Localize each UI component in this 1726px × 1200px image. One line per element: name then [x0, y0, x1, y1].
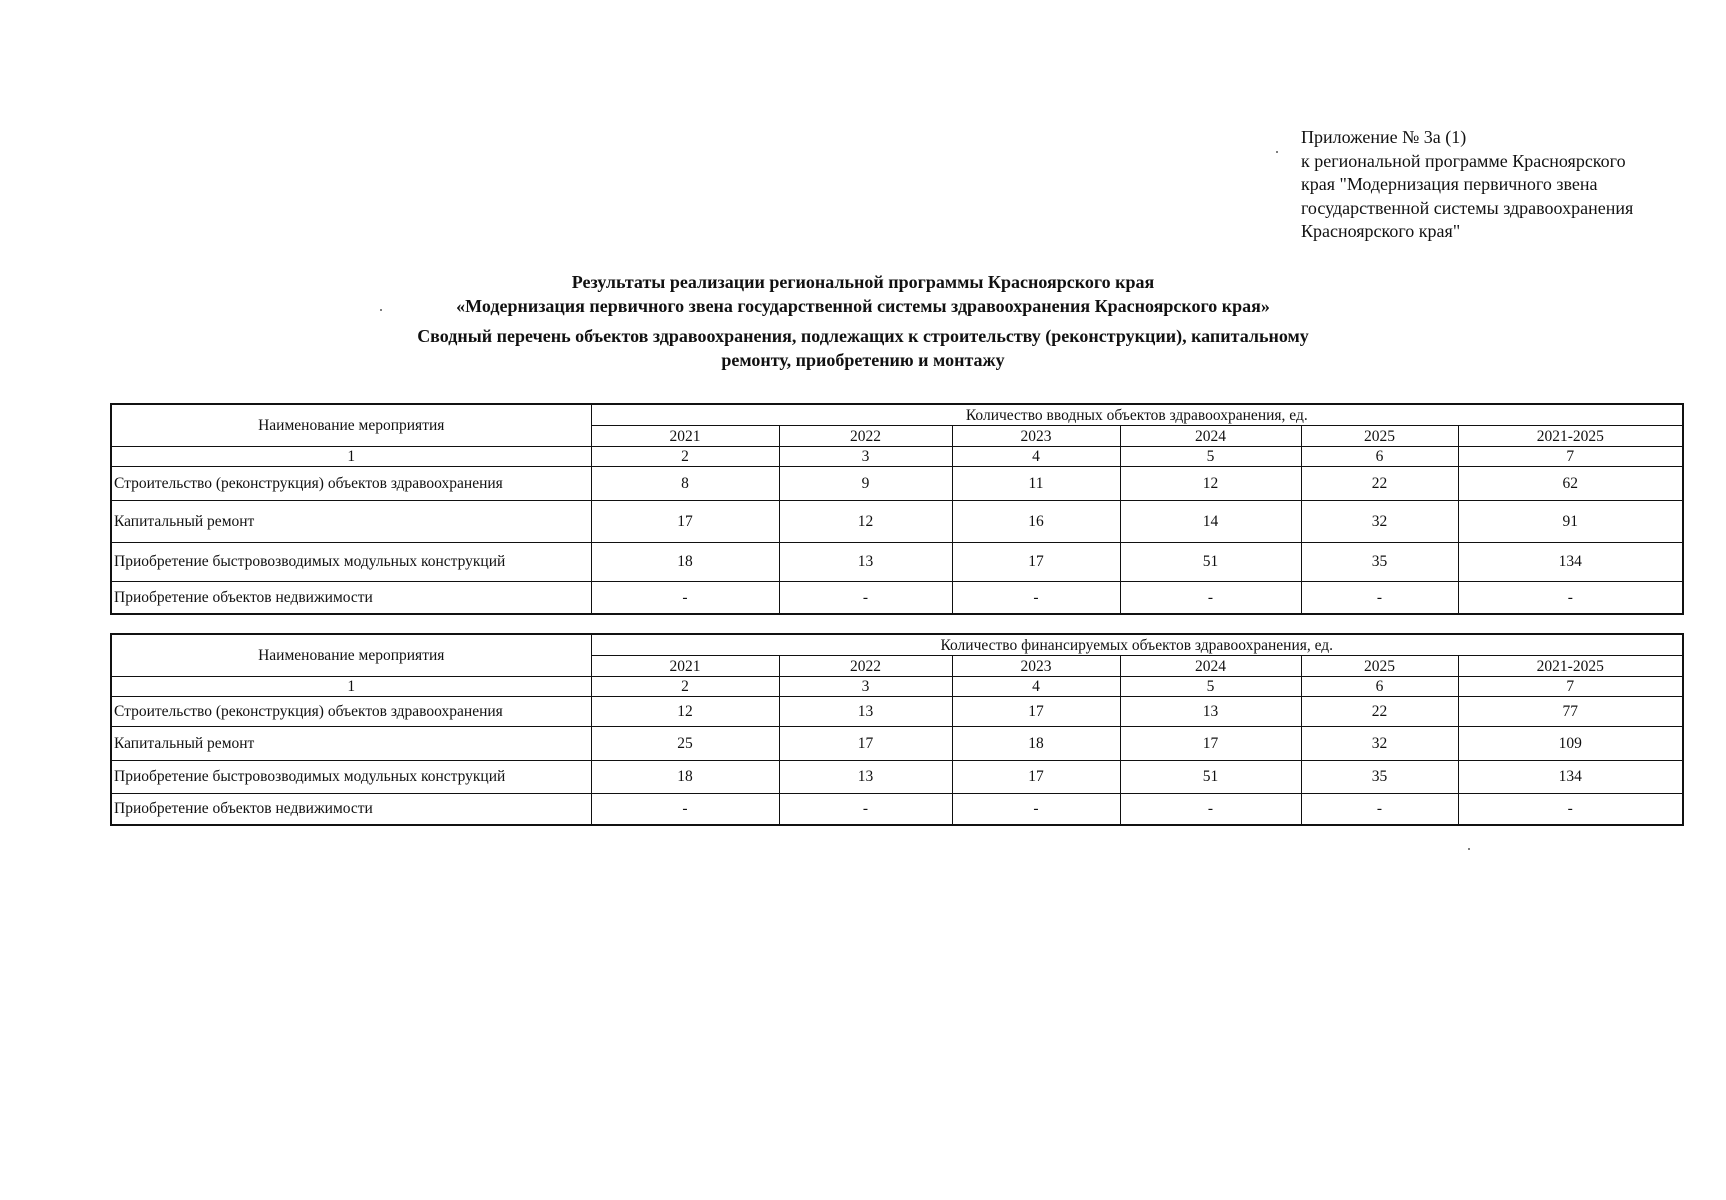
group-header: Количество финансируемых объектов здравоохранения, ед.: [591, 634, 1683, 656]
cell-value: 32: [1301, 501, 1458, 543]
year-header: 2021-2025: [1458, 656, 1683, 677]
column-number: 4: [952, 447, 1120, 467]
column-number: 7: [1458, 447, 1683, 467]
document-title: [0, 270, 1726, 318]
commissioned-objects-table: [110, 403, 1684, 615]
cell-value: 17: [591, 501, 779, 543]
cell-value: 77: [1458, 697, 1683, 727]
row-name: Приобретение объектов недвижимости: [111, 794, 591, 826]
cell-value: 35: [1301, 761, 1458, 794]
cell-value: -: [591, 794, 779, 826]
cell-value: 25: [591, 727, 779, 761]
column-number: 1: [111, 677, 591, 697]
group-header: Количество вводных объектов здравоохранения, ед.: [591, 404, 1683, 426]
table-row: [111, 761, 1683, 794]
cell-value: -: [1120, 582, 1301, 615]
column-number: 2: [591, 677, 779, 697]
year-header: 2022: [779, 426, 952, 447]
cell-value: -: [779, 794, 952, 826]
appendix-line: Красноярского края": [1301, 221, 1461, 241]
column-number: 4: [952, 677, 1120, 697]
cell-value: 134: [1458, 543, 1683, 582]
cell-value: 109: [1458, 727, 1683, 761]
table-row: [111, 582, 1683, 615]
cell-value: 17: [1120, 727, 1301, 761]
cell-value: 22: [1301, 697, 1458, 727]
name-column-header: Наименование мероприятия: [111, 404, 591, 447]
row-name: Капитальный ремонт: [111, 727, 591, 761]
cell-value: -: [591, 582, 779, 615]
cell-value: 17: [952, 543, 1120, 582]
cell-value: 12: [779, 501, 952, 543]
year-header: 2025: [1301, 656, 1458, 677]
cell-value: 8: [591, 467, 779, 501]
name-column-header: Наименование мероприятия: [111, 634, 591, 677]
cell-value: 12: [1120, 467, 1301, 501]
row-name: Строительство (реконструкция) объектов здравоохранения: [111, 697, 591, 727]
year-header: 2023: [952, 656, 1120, 677]
cell-value: 13: [779, 697, 952, 727]
title-line: Результаты реализации региональной программы Красноярского края: [571, 272, 1155, 292]
cell-value: -: [952, 582, 1120, 615]
cell-value: 17: [952, 697, 1120, 727]
row-name: Приобретение быстровозводимых модульных конструкций: [111, 543, 591, 582]
cell-value: 11: [952, 467, 1120, 501]
appendix-line: Приложение № 3а (1): [1301, 127, 1467, 147]
cell-value: 18: [591, 761, 779, 794]
column-number: 3: [779, 677, 952, 697]
cell-value: 17: [779, 727, 952, 761]
subtitle-line: ремонту, приобретению и монтажу: [721, 350, 1005, 370]
table-row: [111, 697, 1683, 727]
column-number: 6: [1301, 677, 1458, 697]
year-header: 2024: [1120, 656, 1301, 677]
scan-speck: [380, 309, 382, 311]
scan-speck: [1276, 151, 1278, 153]
cell-value: 13: [779, 761, 952, 794]
title-line: «Модернизация первичного звена государственной системы здравоохранения Красноярского края»: [456, 296, 1270, 316]
cell-value: 91: [1458, 501, 1683, 543]
column-number: 6: [1301, 447, 1458, 467]
column-number-row: [111, 447, 1683, 467]
cell-value: 51: [1120, 543, 1301, 582]
year-header: 2021: [591, 656, 779, 677]
appendix-line: к региональной программе Красноярского: [1301, 150, 1626, 171]
cell-value: 51: [1120, 761, 1301, 794]
cell-value: 32: [1301, 727, 1458, 761]
year-header: 2021: [591, 426, 779, 447]
cell-value: -: [779, 582, 952, 615]
cell-value: 16: [952, 501, 1120, 543]
column-number: 3: [779, 447, 952, 467]
cell-value: -: [1120, 794, 1301, 826]
cell-value: 62: [1458, 467, 1683, 501]
cell-value: 35: [1301, 543, 1458, 582]
column-number: 5: [1120, 447, 1301, 467]
cell-value: -: [1458, 794, 1683, 826]
cell-value: 17: [952, 761, 1120, 794]
cell-value: 18: [591, 543, 779, 582]
scan-speck: [1468, 848, 1470, 850]
column-number: 1: [111, 447, 591, 467]
row-name: Приобретение объектов недвижимости: [111, 582, 591, 615]
cell-value: -: [1301, 794, 1458, 826]
cell-value: 13: [779, 543, 952, 582]
cell-value: 22: [1301, 467, 1458, 501]
year-header: 2024: [1120, 426, 1301, 447]
year-header: 2022: [779, 656, 952, 677]
financed-objects-table: [110, 633, 1684, 826]
appendix-line: государственной системы здравоохранения: [1301, 197, 1634, 218]
table-row: [111, 467, 1683, 501]
year-header: 2025: [1301, 426, 1458, 447]
cell-value: 13: [1120, 697, 1301, 727]
table-row: [111, 501, 1683, 543]
row-name: Приобретение быстровозводимых модульных конструкций: [111, 761, 591, 794]
cell-value: 18: [952, 727, 1120, 761]
row-name: Строительство (реконструкция) объектов здравоохранения: [111, 467, 591, 501]
cell-value: 9: [779, 467, 952, 501]
row-name: Капитальный ремонт: [111, 501, 591, 543]
cell-value: 134: [1458, 761, 1683, 794]
appendix-line: края "Модернизация первичного звена: [1301, 174, 1598, 194]
document-subtitle: [0, 324, 1726, 372]
subtitle-line: Сводный перечень объектов здравоохранения, подлежащих к строительству (реконструкции), капитальному: [417, 326, 1309, 346]
table-row: [111, 543, 1683, 582]
column-number: 7: [1458, 677, 1683, 697]
cell-value: -: [952, 794, 1120, 826]
table-row: [111, 727, 1683, 761]
column-number-row: [111, 677, 1683, 697]
year-header: 2021-2025: [1458, 426, 1683, 447]
appendix-note: [1301, 126, 1701, 244]
cell-value: -: [1301, 582, 1458, 615]
year-header: 2023: [952, 426, 1120, 447]
cell-value: 14: [1120, 501, 1301, 543]
column-number: 2: [591, 447, 779, 467]
column-number: 5: [1120, 677, 1301, 697]
cell-value: 12: [591, 697, 779, 727]
cell-value: -: [1458, 582, 1683, 615]
table-row: [111, 794, 1683, 826]
